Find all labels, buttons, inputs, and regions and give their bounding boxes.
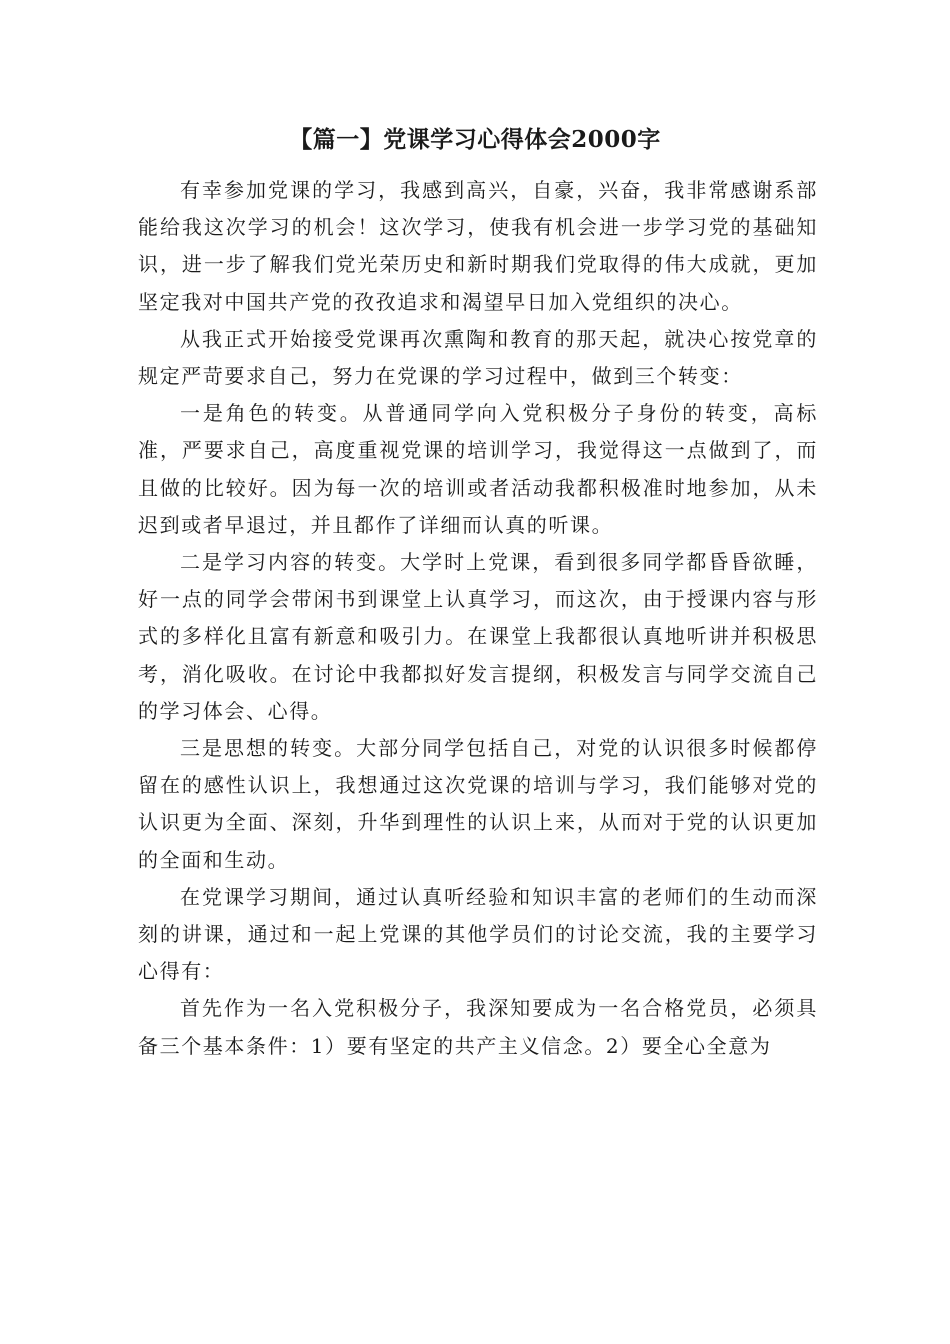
- paragraph-1: 有幸参加党课的学习，我感到高兴，自豪，兴奋，我非常感谢系部能给我这次学习的机会！这次学习，使我有机会进一步学习党的基础知识，进一步了解我们党光荣历史和新时期我们党取得的伟大成就，更加坚定我对中国共产党的孜孜追求和渴望早日加入党组织的决心。: [138, 178, 818, 314]
- document-body: [138, 172, 818, 1065]
- paragraph-7: 首先作为一名入党积极分子，我深知要成为一名合格党员，必须具备三个基本条件：1）要有坚定的共产主义信念。2）要全心全意为: [138, 996, 818, 1058]
- paragraph-2: 从我正式开始接受党课再次熏陶和教育的那天起，就决心按党章的规定严苛要求自己，努力在党课的学习过程中，做到三个转变：: [138, 326, 818, 389]
- paragraph-4: 二是学习内容的转变。大学时上党课，看到很多同学都昏昏欲睡，好一点的同学会带闲书到课堂上认真学习，而这次，由于授课内容与形式的多样化且富有新意和吸引力。在课堂上我都很认真地听讲并积极思考，消化吸收。在讨论中我都拟好发言提纲，积极发言与同学交流自己的学习体会、心得。: [138, 550, 818, 723]
- paragraph-3: 一是角色的转变。从普通同学向入党积极分子身份的转变，高标准，严要求自己，高度重视党课的培训学习，我觉得这一点做到了，而且做的比较好。因为每一次的培训或者活动我都积极准时地参加，从未迟到或者早退过，并且都作了详细而认真的听课。: [138, 401, 818, 537]
- document-title: 【篇一】党课学习心得体会2000字: [289, 126, 661, 153]
- paragraph-6: 在党课学习期间，通过认真听经验和知识丰富的老师们的生动而深刻的讲课，通过和一起上党课的其他学员们的讨论交流，我的主要学习心得有：: [138, 884, 818, 984]
- paragraph-5: 三是思想的转变。大部分同学包括自己，对党的认识很多时候都停留在的感性认识上，我想通过这次党课的培训与学习，我们能够对党的认识更为全面、深刻，升华到理性的认识上来，从而对于党的认识更加的全面和生动。: [138, 736, 818, 872]
